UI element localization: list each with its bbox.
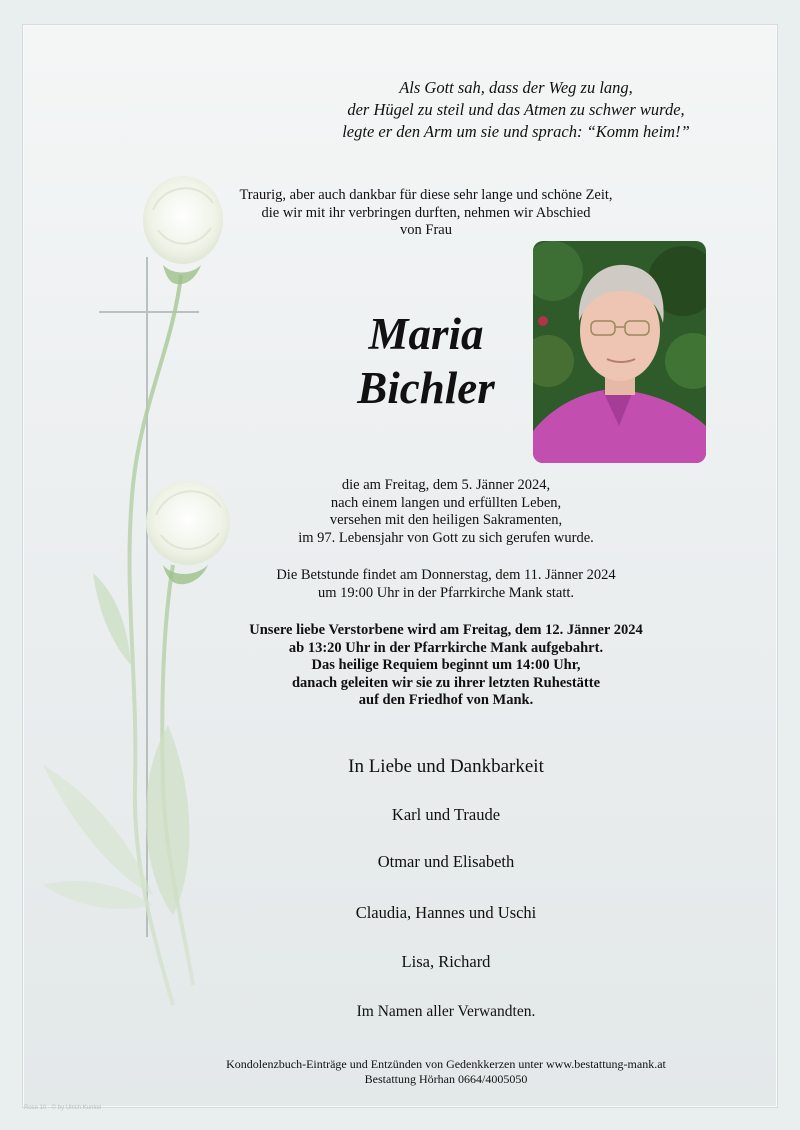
portrait-photo: [533, 241, 706, 463]
prayer-line: um 19:00 Uhr in der Pfarrkirche Mank statt.: [317, 584, 575, 601]
death-notice: [181, 477, 711, 547]
funeral-line: Unsere liebe Verstorbene wird am Freitag, dem 12. Jänner 2024: [249, 622, 643, 638]
rose-icon: [143, 176, 223, 284]
family-name: Otmar und Elisabeth: [377, 852, 515, 871]
intro-line: die wir mit ihr verbringen durften, nehmen wir Abschied: [261, 204, 591, 221]
verse-line: legte er den Arm um sie und sprach: “Komm heim!”: [342, 122, 690, 141]
funeral-info: [181, 622, 711, 710]
notice-line: die am Freitag, dem 5. Jänner 2024,: [341, 477, 551, 493]
family-name: Lisa, Richard: [401, 952, 491, 971]
verse-line: Als Gott sah, dass der Weg zu lang,: [399, 78, 633, 97]
signature-heading: In Liebe und Dankbarkeit: [348, 756, 544, 777]
footer-line: Bestattung Hörhan 0664/4005050: [364, 1072, 528, 1086]
prayer-line: Die Betstunde findet am Donnerstag, dem 11. Jänner 2024: [276, 567, 616, 583]
closing-line: Im Namen aller Verwandten.: [356, 1003, 536, 1020]
deceased-name: [321, 307, 531, 415]
image-credit: Rose 10 - © by Ulrich Kunkel: [24, 1105, 102, 1111]
intro-line: von Frau: [400, 222, 452, 238]
funeral-line: ab 13:20 Uhr in der Pfarrkirche Mank aufgebahrt.: [288, 639, 604, 656]
family-name: Karl und Traude: [391, 805, 501, 824]
notice-line: im 97. Lebensjahr von Gott zu sich gerufen wurde.: [298, 529, 594, 546]
first-name: Maria: [368, 309, 484, 359]
family-name: Claudia, Hannes und Uschi: [355, 903, 537, 922]
memorial-verse: [301, 77, 731, 143]
prayer-info: [181, 567, 711, 602]
notice-line: nach einem langen und erfüllten Leben,: [330, 494, 562, 511]
footer-info: [151, 1057, 741, 1087]
intro-line: Traurig, aber auch dankbar für diese sehr lange und schöne Zeit,: [239, 187, 613, 203]
obituary-card: [22, 24, 778, 1108]
funeral-line: auf den Friedhof von Mank.: [358, 692, 534, 708]
footer-line: Kondolenzbuch-Einträge und Entzünden von Gedenkkerzen unter www.bestattung-mank.at: [226, 1057, 666, 1071]
notice-line: versehen mit den heiligen Sakramenten,: [329, 512, 563, 528]
funeral-line: Das heilige Requiem beginnt um 14:00 Uhr,: [311, 657, 581, 673]
funeral-line: danach geleiten wir sie zu ihrer letzten Ruhestätte: [291, 674, 601, 691]
last-name: Bichler: [357, 363, 495, 413]
intro-text: [221, 187, 631, 240]
verse-line: der Hügel zu steil und das Atmen zu schwer wurde,: [347, 100, 685, 119]
